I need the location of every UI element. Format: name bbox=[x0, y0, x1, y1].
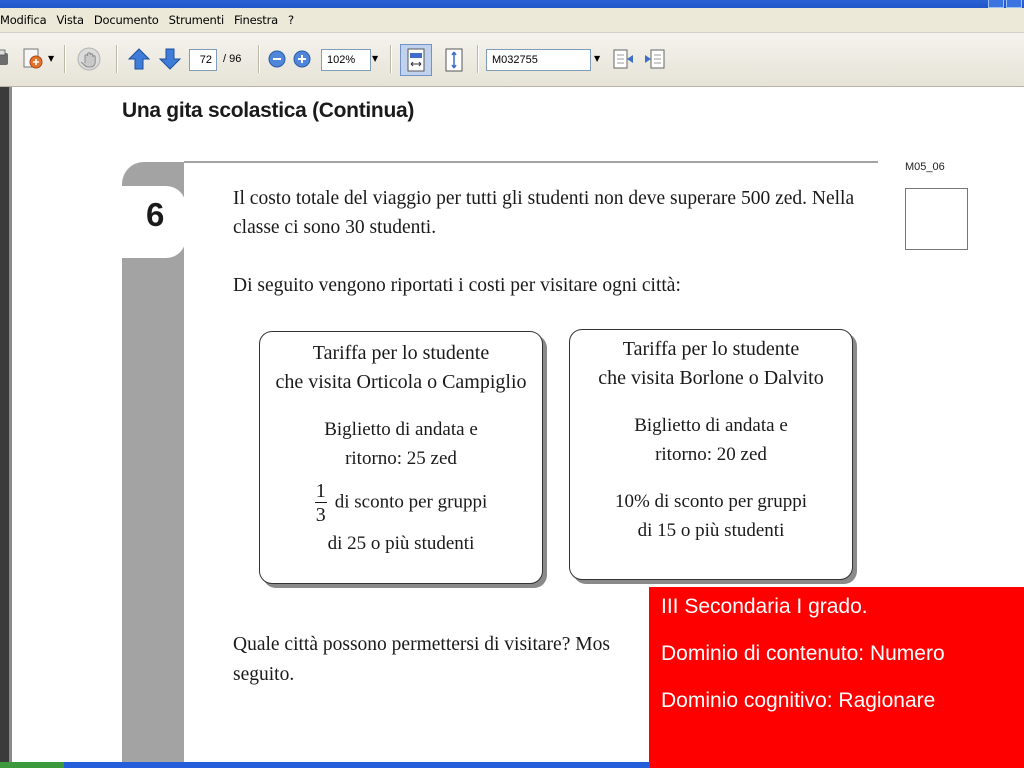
hand-icon[interactable] bbox=[76, 46, 102, 72]
fit-width-icon[interactable] bbox=[400, 44, 432, 76]
toolbar-separator bbox=[390, 45, 392, 73]
ticket-line-2: ritorno: 25 zed bbox=[345, 448, 457, 469]
menu-bar bbox=[0, 8, 1024, 33]
classification-overlay bbox=[649, 587, 1024, 768]
ticket-line-1: Biglietto di andata e bbox=[324, 419, 478, 440]
find-next-icon[interactable] bbox=[643, 47, 667, 71]
cognitive-domain-label: Dominio cognitivo: Ragionare bbox=[661, 689, 936, 712]
discount-line-2: di 15 o più studenti bbox=[637, 520, 785, 541]
fit-page-icon[interactable] bbox=[441, 46, 467, 74]
toolbar-separator bbox=[64, 45, 66, 73]
toolbar bbox=[0, 33, 1024, 87]
zoom-out-icon[interactable] bbox=[267, 49, 287, 69]
document-tools-icon[interactable] bbox=[20, 46, 46, 72]
search-dropdown-chevron-icon[interactable]: ▼ bbox=[594, 54, 601, 63]
restore-window-button[interactable] bbox=[988, 0, 1004, 8]
question-number: 6 bbox=[146, 196, 165, 233]
fraction-one-third: $\frac{1}{3}$ bbox=[315, 480, 326, 526]
question-line-1: Quale città possono permettersi di visitare? Mos bbox=[233, 634, 610, 655]
close-window-button[interactable] bbox=[1006, 0, 1022, 8]
page-title: Una gita scolastica (Continua) bbox=[122, 99, 415, 122]
card-heading-line-1: Tariffa per lo studente bbox=[312, 342, 490, 364]
toolbar-separator bbox=[258, 45, 260, 73]
question-top-rule bbox=[184, 161, 878, 163]
search-input[interactable]: M032755 bbox=[486, 49, 591, 71]
question-line-2: seguito. bbox=[233, 664, 295, 685]
print-icon[interactable] bbox=[0, 47, 10, 71]
intro-line-1: Il costo totale del viaggio per tutti gli studenti non deve superare 500 zed. Nella bbox=[233, 188, 855, 209]
toolbar-separator bbox=[477, 45, 479, 73]
ticket-line-1: Biglietto di andata e bbox=[634, 415, 788, 436]
card-heading-line-2: che visita Borlone o Dalvito bbox=[598, 367, 824, 389]
page-total-label: / 96 bbox=[223, 53, 242, 65]
zoom-dropdown-chevron-icon[interactable]: ▼ bbox=[372, 54, 379, 63]
navigation-pane-edge bbox=[0, 87, 12, 768]
card-heading-line-1: Tariffa per lo studente bbox=[622, 338, 800, 360]
costs-intro: Di seguito vengono riportati i costi per visitare ogni città: bbox=[233, 275, 681, 296]
taskbar bbox=[0, 762, 650, 768]
ticket-line-2: ritorno: 20 zed bbox=[655, 444, 767, 465]
toolbar-separator bbox=[116, 45, 118, 73]
menu-modifica[interactable]: Modifica bbox=[0, 13, 47, 27]
window-title-bar bbox=[0, 0, 1024, 8]
content-domain-label: Dominio di contenuto: Numero bbox=[661, 642, 945, 665]
fare-card-orticola-campiglio bbox=[259, 331, 543, 584]
page-number-input[interactable]: 72 bbox=[189, 49, 217, 71]
menu-finestra[interactable]: Finestra bbox=[233, 13, 278, 27]
find-previous-icon[interactable] bbox=[611, 47, 635, 71]
card-heading-line-2: che visita Orticola o Campiglio bbox=[275, 371, 527, 393]
arrow-up-icon[interactable] bbox=[126, 46, 152, 72]
zoom-level-input[interactable]: 102% bbox=[321, 49, 371, 71]
scoring-box bbox=[905, 188, 968, 250]
start-button[interactable] bbox=[0, 762, 64, 768]
discount-line-1: $\frac{1}{3}$ di sconto per gruppi bbox=[315, 480, 488, 526]
window-controls bbox=[988, 0, 1024, 8]
fare-card-borlone-dalvito bbox=[569, 329, 853, 580]
menu-help[interactable]: ? bbox=[287, 13, 294, 27]
chevron-down-icon[interactable]: ▼ bbox=[48, 54, 55, 63]
menu-documento[interactable]: Documento bbox=[93, 13, 159, 27]
menu-strumenti[interactable]: Strumenti bbox=[168, 13, 224, 27]
discount-line-2: di 25 o più studenti bbox=[327, 533, 475, 554]
intro-line-2: classe ci sono 30 studenti. bbox=[233, 217, 437, 238]
grade-label: III Secondaria I grado. bbox=[661, 595, 868, 618]
discount-line-1: 10% di sconto per gruppi bbox=[614, 491, 808, 512]
menu-vista[interactable]: Vista bbox=[56, 13, 84, 27]
item-code: M05_06 bbox=[905, 161, 945, 173]
zoom-in-icon[interactable] bbox=[292, 49, 312, 69]
arrow-down-icon[interactable] bbox=[157, 46, 183, 72]
